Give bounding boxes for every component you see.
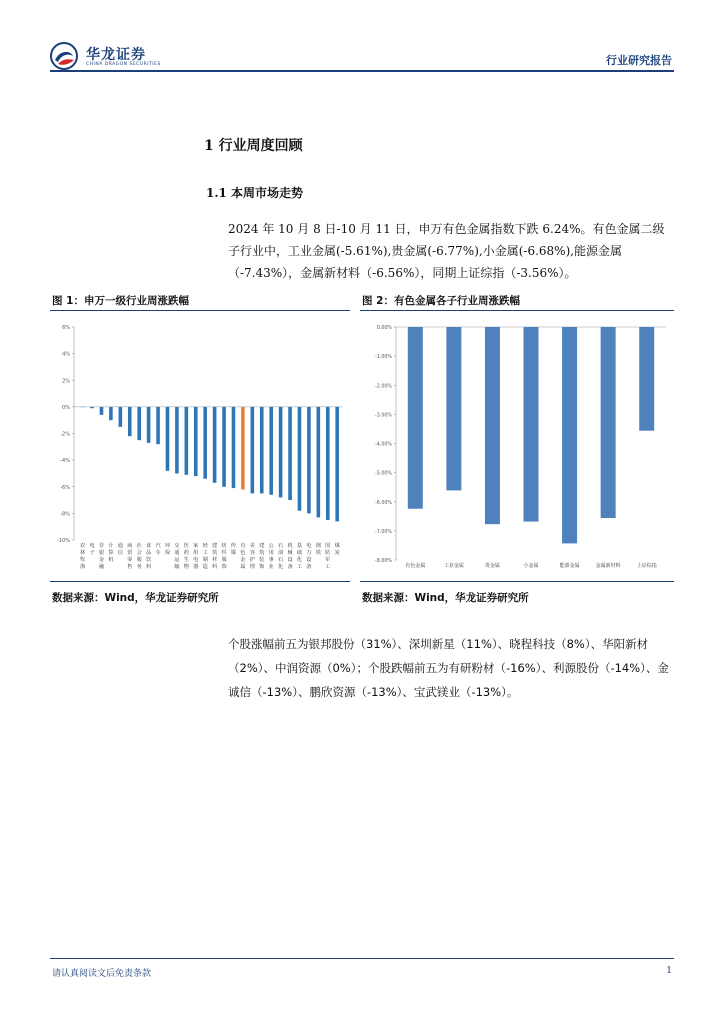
x-tick-label: 料 bbox=[146, 564, 152, 570]
x-tick-label: 油 bbox=[278, 550, 284, 556]
x-tick-label: 交 bbox=[174, 543, 180, 549]
x-tick-label: 电 bbox=[306, 543, 312, 549]
x-tick-label: 公 bbox=[268, 543, 274, 549]
x-tick-label: 上证综指 bbox=[636, 563, 657, 569]
bar bbox=[639, 327, 654, 431]
x-tick-label: 饰 bbox=[221, 564, 227, 570]
x-tick-label: 能源金属 bbox=[559, 563, 580, 569]
bar bbox=[232, 407, 236, 488]
section-heading: 1 行业周度回顾 bbox=[204, 138, 303, 154]
bar bbox=[185, 407, 189, 475]
bar bbox=[137, 407, 141, 440]
market-summary-text: 2024 年 10 月 8 日-10 月 11 日，申万有色金属指数下跌 6.24%。有色金属二级子行业中，工业金属(-5.61%),贵金属(-6.77%),小金属(-6.68%),能源金属（-7.43%），金属新材料（-6.56%），同期上证综指（-3.56%）。 bbox=[228, 222, 665, 280]
bar bbox=[269, 407, 273, 495]
x-tick-label: 工业金属 bbox=[443, 563, 464, 569]
x-tick-label: 家 bbox=[193, 543, 199, 549]
bar bbox=[260, 407, 264, 494]
x-tick-label: 础 bbox=[296, 550, 303, 556]
bar bbox=[251, 407, 255, 494]
x-tick-label: 通 bbox=[174, 550, 180, 556]
x-tick-label: 有 bbox=[240, 543, 246, 549]
y-tick-label: 2% bbox=[62, 378, 70, 385]
x-tick-label: 饰 bbox=[259, 564, 265, 570]
x-tick-label: 筑 bbox=[259, 550, 265, 556]
bar bbox=[298, 407, 302, 511]
x-tick-label: 建 bbox=[212, 543, 218, 549]
x-tick-label: 机 bbox=[108, 557, 114, 563]
bar bbox=[119, 407, 123, 427]
y-tick-label: 4% bbox=[62, 351, 70, 358]
x-tick-label: 金 bbox=[98, 557, 105, 563]
y-tick-label: -2.00% bbox=[375, 384, 392, 390]
y-tick-label: -7.00% bbox=[375, 529, 392, 535]
x-tick-label: 务 bbox=[136, 564, 142, 570]
figure1-top-rule bbox=[50, 310, 350, 311]
x-tick-label: 金属新材料 bbox=[595, 563, 621, 569]
x-tick-label: 备 bbox=[306, 564, 312, 570]
figure2-top-rule bbox=[360, 310, 674, 311]
x-tick-label: 设 bbox=[287, 557, 293, 563]
footer-divider bbox=[50, 958, 674, 959]
x-tick-label: 化 bbox=[296, 557, 303, 563]
x-tick-label: 金 bbox=[240, 557, 246, 563]
figure1-bottom-rule bbox=[50, 581, 350, 582]
x-tick-label: 计 bbox=[108, 543, 114, 549]
bar bbox=[128, 407, 132, 436]
x-tick-label: 石 bbox=[278, 557, 284, 563]
x-tick-label: 药 bbox=[183, 550, 189, 556]
bar bbox=[166, 407, 170, 471]
x-tick-label: 媒 bbox=[230, 550, 237, 556]
subsection-heading: 1.1 本周市场走势 bbox=[206, 186, 304, 200]
x-tick-label: 设 bbox=[306, 557, 312, 563]
figure1-source: 数据来源：Wind，华龙证券研究所 bbox=[52, 592, 219, 604]
x-tick-label: 贸 bbox=[127, 550, 133, 556]
report-type-label: 行业研究报告 bbox=[606, 54, 672, 67]
bar bbox=[408, 327, 423, 509]
x-tick-label: 护 bbox=[249, 557, 255, 563]
x-tick-label: 保 bbox=[164, 550, 171, 556]
bar bbox=[147, 407, 151, 443]
y-tick-label: -3.00% bbox=[375, 413, 392, 419]
bar bbox=[100, 407, 104, 415]
bar bbox=[562, 327, 577, 543]
x-tick-label: 色 bbox=[240, 550, 246, 556]
bar bbox=[175, 407, 179, 474]
figure1-title: 图 1：申万一级行业周涨跌幅 bbox=[52, 295, 189, 307]
bar bbox=[485, 327, 500, 524]
x-tick-label: 轻 bbox=[202, 543, 208, 549]
x-tick-label: 铁 bbox=[315, 550, 321, 556]
x-tick-label: 子 bbox=[89, 550, 95, 556]
bar bbox=[156, 407, 160, 444]
x-tick-label: 食 bbox=[146, 543, 152, 549]
x-tick-label: 电 bbox=[89, 543, 95, 549]
x-tick-label: 商 bbox=[127, 543, 133, 549]
x-tick-label: 医 bbox=[183, 543, 189, 549]
x-tick-label: 社 bbox=[136, 543, 142, 549]
x-tick-label: 力 bbox=[306, 550, 312, 556]
x-tick-label: 工 bbox=[202, 550, 208, 556]
x-tick-label: 属 bbox=[240, 564, 246, 570]
x-tick-label: 非 bbox=[98, 543, 105, 549]
stock-movers-text: 个股涨幅前五为银邦股份（31%）、深圳新星（11%）、晓程科技（8%）、华阳新材（2%）、中润资源（0%）；个股跌幅前五为有研粉材（-16%）、利源股份（-14%）、金诚信（-13%）、鹏欣资源（-13%）、宝武镁业（-13%）。 bbox=[228, 637, 669, 699]
figure2-bottom-rule bbox=[360, 581, 674, 582]
x-tick-label: 输 bbox=[174, 564, 180, 570]
y-tick-label: -1.00% bbox=[375, 355, 392, 361]
x-tick-label: 建 bbox=[259, 543, 265, 549]
x-tick-label: 备 bbox=[287, 564, 293, 570]
x-tick-label: 材 bbox=[212, 557, 218, 563]
x-tick-label: 国 bbox=[325, 543, 331, 549]
bar bbox=[317, 407, 321, 517]
x-tick-label: 化 bbox=[278, 564, 284, 570]
y-tick-label: 6% bbox=[62, 325, 70, 331]
market-summary-paragraph bbox=[204, 218, 674, 284]
x-tick-label: 环 bbox=[164, 543, 171, 549]
y-tick-label: 0.00% bbox=[376, 326, 392, 331]
y-tick-label: -4% bbox=[60, 458, 70, 465]
x-tick-label: 军 bbox=[325, 557, 331, 563]
x-tick-label: 用 bbox=[193, 550, 199, 556]
x-tick-label: 工 bbox=[296, 564, 303, 570]
x-tick-label: 会 bbox=[136, 550, 142, 556]
bar bbox=[222, 407, 226, 487]
figure2-title: 图 2：有色金属各子行业周涨跌幅 bbox=[362, 295, 520, 307]
x-tick-label: 传 bbox=[230, 543, 237, 549]
page-header bbox=[0, 0, 724, 72]
x-tick-label: 牧 bbox=[80, 557, 86, 563]
x-tick-label: 品 bbox=[146, 550, 152, 556]
x-tick-label: 钢 bbox=[315, 543, 321, 549]
x-tick-label: 煤 bbox=[334, 543, 340, 549]
x-tick-label: 机 bbox=[287, 543, 293, 549]
bar bbox=[90, 407, 94, 408]
nonferrous-subindustry-chart bbox=[360, 315, 674, 580]
x-tick-label: 事 bbox=[268, 557, 274, 563]
x-tick-label: 汽 bbox=[155, 543, 161, 549]
figure2-source: 数据来源：Wind，华龙证券研究所 bbox=[362, 592, 529, 604]
logo-subtext: CHINA DRAGON SECURITIES bbox=[86, 62, 161, 67]
x-tick-label: 信 bbox=[117, 550, 123, 556]
bar bbox=[279, 407, 283, 498]
x-tick-label: 服 bbox=[136, 557, 142, 563]
bar bbox=[335, 407, 339, 521]
y-tick-label: -6.00% bbox=[375, 500, 392, 506]
x-tick-label: 料 bbox=[212, 564, 218, 570]
x-tick-label: 农 bbox=[80, 543, 86, 549]
x-tick-label: 服 bbox=[221, 557, 227, 563]
x-tick-label: 电 bbox=[193, 557, 199, 563]
x-tick-label: 车 bbox=[155, 550, 161, 556]
bar bbox=[446, 327, 461, 490]
x-tick-label: 理 bbox=[249, 564, 255, 570]
x-tick-label: 基 bbox=[296, 543, 303, 549]
disclaimer-note: 请认真阅读文后免责条款 bbox=[52, 969, 152, 979]
x-tick-label: 有色金属 bbox=[405, 563, 426, 569]
x-tick-label: 筑 bbox=[212, 550, 218, 556]
x-tick-label: 器 bbox=[193, 564, 199, 570]
y-tick-label: -10% bbox=[57, 538, 70, 544]
x-tick-label: 工 bbox=[325, 564, 331, 570]
huarong-logo-icon bbox=[50, 42, 78, 70]
x-tick-label: 炭 bbox=[334, 550, 340, 556]
y-tick-label: -6% bbox=[60, 484, 70, 491]
bar bbox=[307, 407, 311, 514]
y-tick-label: -5.00% bbox=[375, 471, 392, 477]
stock-movers-paragraph bbox=[204, 632, 674, 704]
header-divider bbox=[50, 70, 674, 72]
bar bbox=[288, 407, 292, 500]
x-tick-label: 纺 bbox=[221, 543, 227, 549]
x-tick-label: 零 bbox=[127, 557, 133, 563]
x-tick-label: 造 bbox=[202, 564, 208, 570]
bar bbox=[203, 407, 207, 479]
x-tick-label: 林 bbox=[80, 550, 86, 556]
x-tick-label: 通 bbox=[117, 543, 123, 549]
x-tick-label: 生 bbox=[183, 557, 189, 563]
x-tick-label: 织 bbox=[221, 550, 227, 556]
x-tick-label: 装 bbox=[259, 557, 265, 563]
logo-text: 华龙证券 bbox=[86, 47, 146, 63]
x-tick-label: 制 bbox=[202, 557, 208, 563]
bar bbox=[524, 327, 539, 522]
bar bbox=[194, 407, 198, 476]
x-tick-label: 业 bbox=[268, 564, 274, 570]
x-tick-label: 械 bbox=[287, 550, 293, 556]
x-tick-label: 融 bbox=[98, 564, 105, 570]
bar bbox=[213, 407, 217, 483]
x-tick-label: 饮 bbox=[146, 557, 152, 563]
y-tick-label: -2% bbox=[60, 431, 70, 438]
bar bbox=[241, 407, 245, 490]
x-tick-label: 银 bbox=[98, 550, 105, 556]
x-tick-label: 防 bbox=[325, 550, 331, 556]
x-tick-label: 容 bbox=[249, 550, 255, 556]
x-tick-label: 渔 bbox=[80, 564, 86, 570]
y-tick-label: -8.00% bbox=[375, 559, 392, 564]
y-tick-label: -4.00% bbox=[375, 442, 392, 448]
x-tick-label: 小金属 bbox=[523, 563, 539, 569]
x-tick-label: 美 bbox=[249, 543, 255, 549]
y-tick-label: 0% bbox=[62, 404, 70, 411]
bar bbox=[601, 327, 616, 518]
bar bbox=[109, 407, 113, 420]
x-tick-label: 售 bbox=[127, 564, 133, 570]
industry-weekly-change-chart bbox=[50, 315, 350, 580]
bar bbox=[326, 407, 330, 520]
x-tick-label: 物 bbox=[183, 564, 189, 570]
x-tick-label: 贵金属 bbox=[484, 563, 500, 569]
x-tick-label: 运 bbox=[174, 557, 180, 563]
x-tick-label: 算 bbox=[108, 550, 114, 556]
y-tick-label: -8% bbox=[60, 511, 70, 518]
x-tick-label: 石 bbox=[278, 543, 284, 549]
page-number: 1 bbox=[666, 966, 672, 976]
x-tick-label: 用 bbox=[268, 550, 274, 556]
